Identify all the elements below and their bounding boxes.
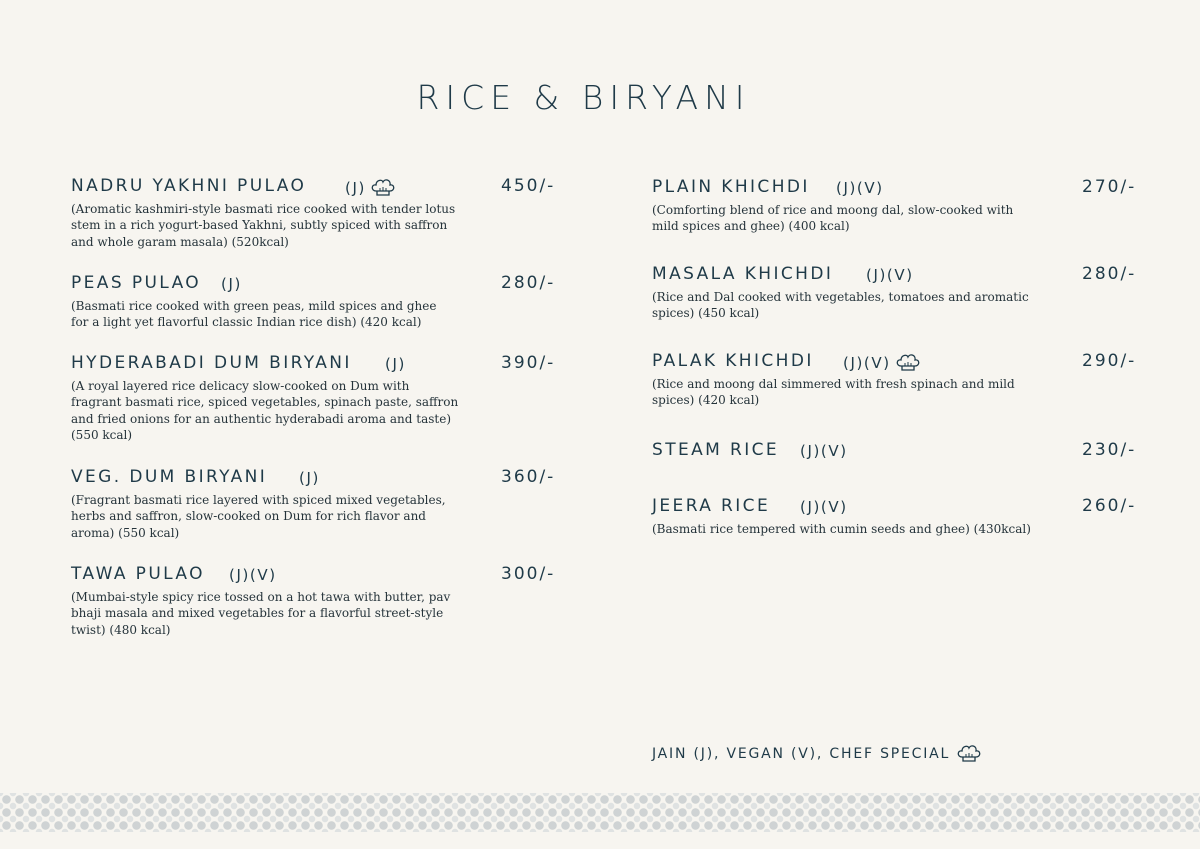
menu-item-price: 390/- — [501, 353, 556, 373]
menu-item-description-line: and whole garam masala) (520kcal) — [71, 234, 289, 249]
menu-item-description — [652, 376, 1132, 409]
menu-item-dietary-tags — [800, 442, 848, 460]
menu-item-header — [652, 264, 1137, 288]
menu-item-description — [652, 289, 1132, 322]
menu-item-name: MASALA KHICHDI — [652, 264, 834, 284]
menu-item-tags-text: (J)(V) — [866, 266, 914, 284]
menu-item-description-line: for a light yet flavorful classic Indian rice dish) (420 kcal) — [71, 315, 422, 330]
menu-item-header — [71, 176, 556, 200]
menu-item-name: HYDERABADI DUM BIRYANI — [71, 353, 352, 373]
menu-item-tags-text: (J) — [221, 275, 242, 293]
menu-item-description-line: (Rice and Dal cooked with vegetables, tomatoes and aromatic — [652, 290, 1029, 304]
menu-item-header — [652, 177, 1137, 201]
menu-item — [652, 440, 1137, 464]
menu-item-header — [652, 496, 1137, 520]
menu-item-price: 300/- — [501, 564, 556, 584]
menu-item-description-line: mild spices and ghee) (400 kcal) — [652, 219, 850, 234]
menu-item-name: PALAK KHICHDI — [652, 351, 814, 371]
menu-item-description — [71, 492, 551, 541]
menu-item-description-line: twist) (480 kcal) — [71, 622, 171, 637]
menu-item-tags-text: (J)(V) — [800, 442, 848, 460]
menu-item-name: PEAS PULAO — [71, 273, 202, 293]
menu-item-description-line: (Comforting blend of rice and moong dal, slow-cooked with — [652, 203, 1014, 217]
menu-item-name: PLAIN KHICHDI — [652, 177, 810, 197]
menu-item-description-line: (Rice and moong dal simmered with fresh spinach and mild — [652, 377, 1015, 391]
menu-item-dietary-tags — [299, 469, 320, 487]
menu-item-price: 270/- — [1082, 177, 1137, 197]
menu-item-price: 360/- — [501, 467, 556, 487]
menu-item-dietary-tags — [866, 266, 914, 284]
menu-item-header — [652, 440, 1137, 464]
menu-item — [71, 273, 556, 331]
menu-item-description-line: (Mumbai-style spicy rice tossed on a hot tawa with butter, pav — [71, 590, 451, 604]
chef-hat-icon — [895, 353, 921, 373]
menu-item-header — [71, 564, 556, 588]
menu-item-description-line: spices) (450 kcal) — [652, 306, 760, 321]
menu-item-description-line: spices) (420 kcal) — [652, 393, 760, 408]
menu-item-dietary-tags — [345, 178, 396, 198]
menu-item — [652, 264, 1137, 322]
menu-item-description — [652, 521, 1132, 537]
menu-item-name: TAWA PULAO — [71, 564, 205, 584]
menu-item-name: STEAM RICE — [652, 440, 780, 460]
chef-hat-icon — [956, 744, 982, 764]
menu-item-name: NADRU YAKHNI PULAO — [71, 176, 307, 196]
menu-item-description-line: fragrant basmati rice, spiced vegetables, spinach paste, saffron — [71, 395, 459, 410]
menu-item-tags-text: (J)(V) — [800, 498, 848, 516]
menu-item-tags-text: (J) — [299, 469, 320, 487]
menu-item — [71, 176, 556, 250]
menu-item-description-line: (Fragrant basmati rice layered with spiced mixed vegetables, — [71, 493, 446, 507]
menu-item-description-line: (550 kcal) — [71, 427, 133, 442]
legend — [652, 744, 982, 764]
menu-item-dietary-tags — [800, 498, 848, 516]
menu-item-header — [71, 273, 556, 297]
menu-item-description-line: stem in a rich yogurt-based Yakhni, subtly spiced with saffron — [71, 218, 448, 233]
menu-item-description-line: (Basmati rice tempered with cumin seeds and ghee) (430kcal) — [652, 522, 1031, 536]
menu-item — [71, 353, 556, 443]
menu-item-dietary-tags — [385, 355, 406, 373]
page-title: RICE & BIRYANI — [416, 78, 751, 117]
menu-item-tags-text: (J)(V) — [229, 566, 277, 584]
menu-item-tags-text: (J)(V) — [843, 354, 891, 372]
menu-item-description — [71, 201, 551, 250]
menu-item-tags-text: (J) — [345, 179, 366, 197]
chef-hat-icon — [370, 178, 396, 198]
menu-item-description — [71, 378, 551, 443]
menu-item-price: 290/- — [1082, 351, 1137, 371]
menu-item-description-line: herbs and saffron, slow-cooked on Dum for rich flavor and — [71, 509, 426, 524]
menu-item-name: JEERA RICE — [652, 496, 771, 516]
menu-item — [652, 177, 1137, 235]
menu-item-tags-text: (J)(V) — [836, 179, 884, 197]
menu-item-description — [71, 298, 551, 331]
menu-item-price: 450/- — [501, 176, 556, 196]
menu-item-header — [652, 351, 1137, 375]
menu-item-description-line: (Basmati rice cooked with green peas, mild spices and ghee — [71, 299, 437, 313]
menu-item — [652, 351, 1137, 409]
menu-item-tags-text: (J) — [385, 355, 406, 373]
menu-item-name: VEG. DUM BIRYANI — [71, 467, 268, 487]
menu-item-price: 260/- — [1082, 496, 1137, 516]
menu-item — [71, 467, 556, 541]
menu-item-description — [71, 589, 551, 638]
menu-item-description-line: (Aromatic kashmiri-style basmati rice cooked with tender lotus — [71, 202, 456, 216]
menu-item-dietary-tags — [221, 275, 242, 293]
menu-item-header — [71, 467, 556, 491]
menu-item-price: 280/- — [501, 273, 556, 293]
menu-item-description-line: and fried onions for an authentic hyderabadi aroma and taste) — [71, 411, 452, 426]
legend-text: JAIN (J), VEGAN (V), CHEF SPECIAL — [652, 746, 951, 762]
decorative-pattern-border — [0, 793, 1200, 832]
menu-item-dietary-tags — [836, 179, 884, 197]
menu-item-dietary-tags — [229, 566, 277, 584]
menu-item-dietary-tags — [843, 353, 921, 373]
menu-item-price: 230/- — [1082, 440, 1137, 460]
menu-item-description-line: aroma) (550 kcal) — [71, 525, 180, 540]
menu-item-header — [71, 353, 556, 377]
menu-item — [71, 564, 556, 638]
menu-item-description — [652, 202, 1132, 235]
menu-item-description-line: bhaji masala and mixed vegetables for a flavorful street-style — [71, 606, 444, 621]
menu-item-description-line: (A royal layered rice delicacy slow-cooked on Dum with — [71, 379, 410, 393]
menu-item-price: 280/- — [1082, 264, 1137, 284]
menu-item — [652, 496, 1137, 537]
